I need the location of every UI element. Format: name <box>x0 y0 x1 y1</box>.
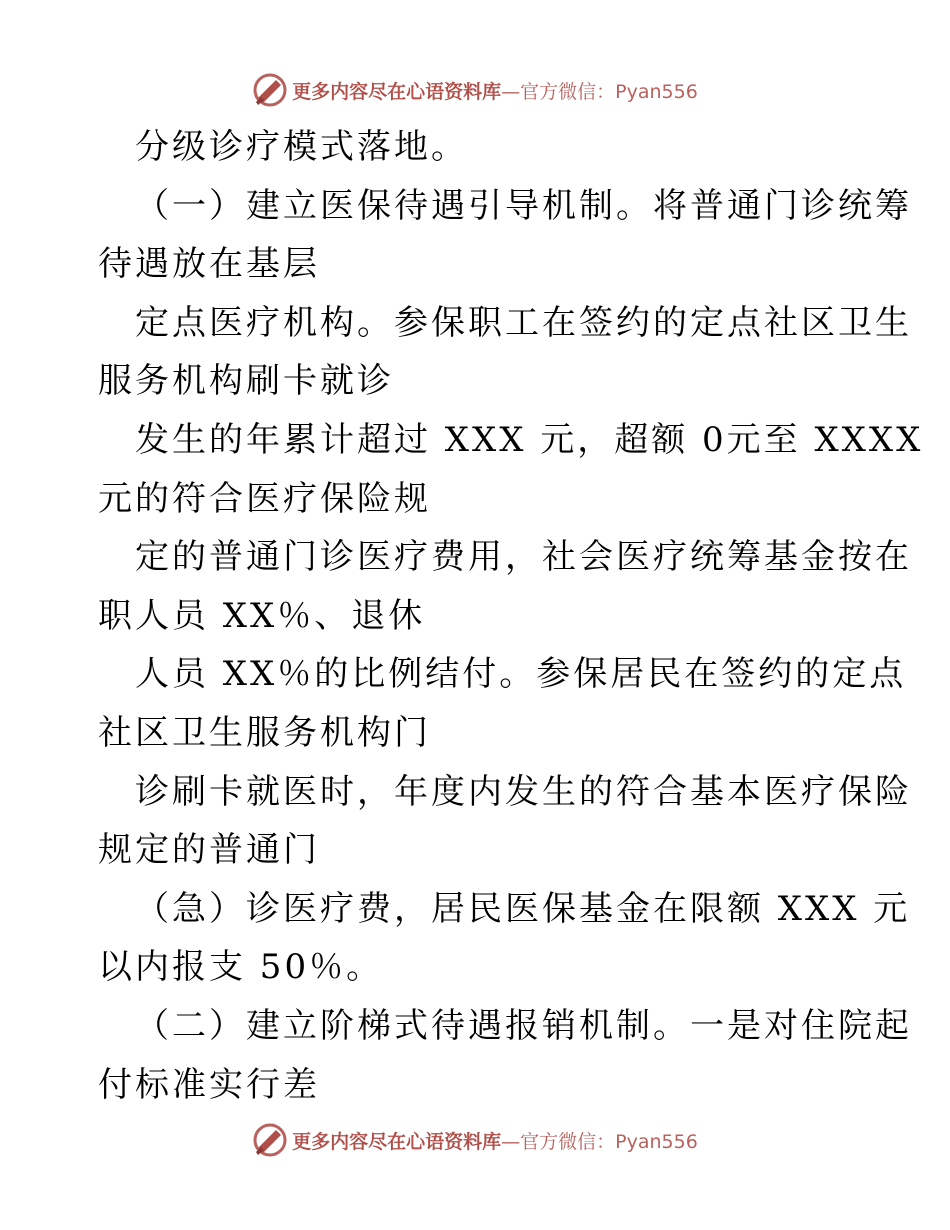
pen-logo-icon <box>252 1122 288 1158</box>
text-line: 定的普通门诊医疗费用，社会医疗统筹基金按在 <box>135 537 912 578</box>
text-line: 分级诊疗模式落地。 <box>135 127 468 167</box>
watermark-dash: — <box>501 80 521 103</box>
pen-logo-icon <box>252 72 288 108</box>
watermark-suffix: 官方微信：Pyan556 <box>520 80 698 103</box>
text-line: 职人员 XX％、退休 <box>98 595 426 636</box>
text-line: 付标准实行差 <box>98 1064 320 1105</box>
watermark-text <box>292 1127 698 1154</box>
text-line: （二）建立阶梯式待遇报销机制。一是对住院起 <box>135 1005 912 1046</box>
watermark-main: 更多内容尽在心语资料库 <box>292 80 502 103</box>
text-line: （急）诊医疗费，居民医保基金在限额 XXX 元 <box>135 888 911 929</box>
document-body <box>98 118 924 1114</box>
text-line: 规定的普通门 <box>98 830 320 871</box>
footer-watermark <box>0 1120 950 1160</box>
text-line: 社区卫生服务机构门 <box>98 712 431 753</box>
text-line: 定点医疗机构。参保职工在签约的定点社区卫生 <box>135 302 912 343</box>
header-watermark <box>0 70 950 110</box>
text-line: 元的符合医疗保险规 <box>98 478 431 519</box>
watermark-dash: — <box>501 1130 521 1153</box>
text-line: 待遇放在基层 <box>98 244 320 285</box>
text-line: （一）建立医保待遇引导机制。将普通门诊统筹 <box>135 185 912 226</box>
text-line: 人员 XX％的比例结付。参保居民在签约的定点 <box>135 654 907 695</box>
watermark-text <box>292 77 698 104</box>
text-line: 发生的年累计超过 XXX 元，超额 0元至 XXXX <box>135 419 924 460</box>
text-line: 以内报支 50％。 <box>98 947 384 988</box>
watermark-main: 更多内容尽在心语资料库 <box>292 1130 502 1153</box>
watermark-suffix: 官方微信：Pyan556 <box>520 1130 698 1153</box>
text-line: 诊刷卡就医时，年度内发生的符合基本医疗保险 <box>135 771 912 812</box>
text-line: 服务机构刷卡就诊 <box>98 361 394 402</box>
